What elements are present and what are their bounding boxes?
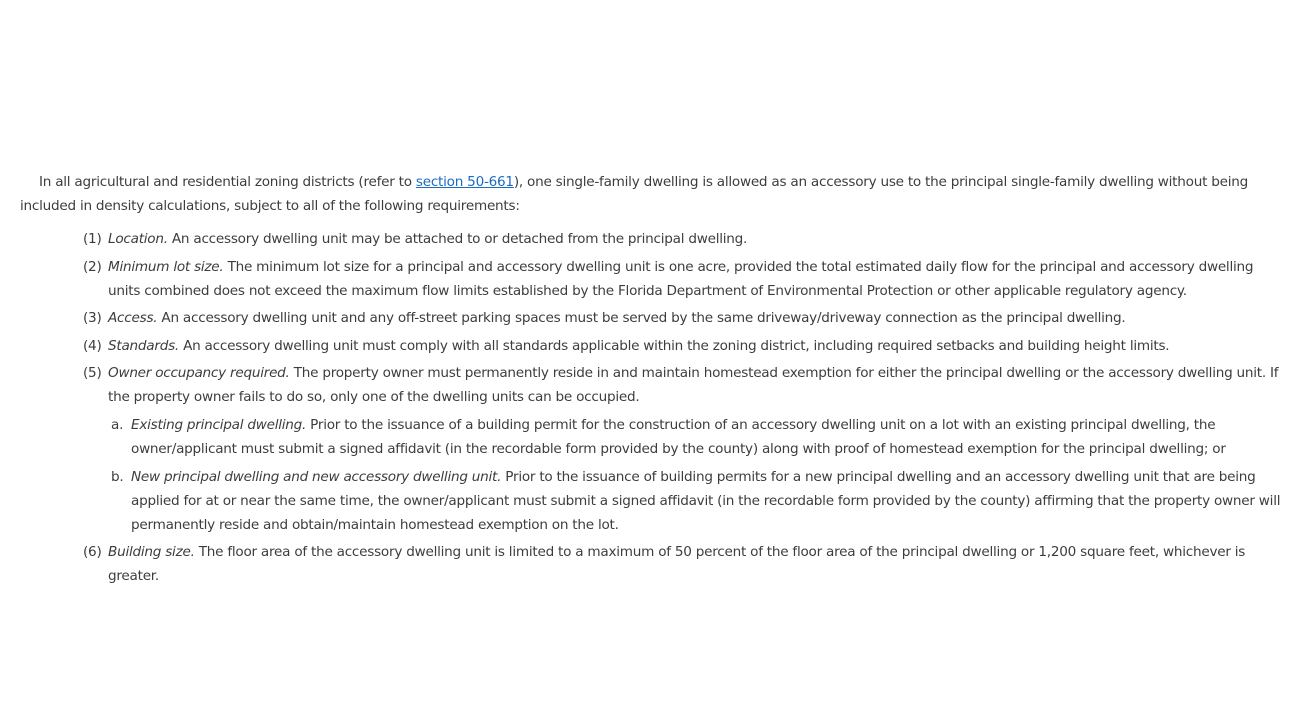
requirement-item-building-size — [20, 540, 1282, 588]
subitem-text: Prior to the issuance of building permits for a new principal dwelling and an accessory dwelling unit that are being applied for at or near the same time, the owner/applicant must submit a signed affidavit (in the recordable form provided by the county) affirming that the property owner will permanently reside and obtain/maintain homestead exemption on the lot. — [131, 468, 1281, 533]
item-text: An accessory dwelling unit and any off-street parking spaces must be served by the same driveway/driveway connection as the principal dwelling. — [157, 310, 1126, 327]
requirement-item-standards — [20, 334, 1282, 358]
intro-text-before-link: In all agricultural and residential zoning districts (refer to — [39, 174, 416, 190]
item-text: The minimum lot size for a principal and accessory dwelling unit is one acre, provided the total estimated daily flow for the principal and accessory dwelling units combined does not exceed the maximum flow limits established by the Florida Department of Environmental Protection or other applicable regulatory agency. — [108, 258, 1254, 299]
subitem-letter: b. — [111, 468, 124, 485]
item-number: (5) — [83, 365, 102, 382]
item-term: Location. — [108, 231, 168, 247]
document-body — [20, 170, 1282, 592]
item-number: (6) — [83, 544, 102, 561]
requirements-list — [20, 227, 1282, 588]
intro-paragraph — [20, 170, 1282, 218]
requirement-item-location — [20, 227, 1282, 251]
item-number: (2) — [83, 258, 102, 275]
item-text: The floor area of the accessory dwelling unit is limited to a maximum of 50 percent of the floor area of the principal dwelling or 1,200 square feet, whichever is greater. — [108, 544, 1246, 585]
requirement-item-owner-occupancy — [20, 361, 1282, 409]
item-number: (4) — [83, 337, 102, 354]
subitem-term: Existing principal dwelling. — [131, 416, 307, 433]
subitem-text: Prior to the issuance of a building permit for the construction of an accessory dwelling unit on a lot with an existing principal dwelling, the owner/applicant must submit a signed affidavit (in the recordable form provided by the county) along with proof of homestead exemption for the principal dwelling; or — [131, 416, 1226, 457]
subitem-letter: a. — [111, 416, 124, 433]
item-term: Owner occupancy required. — [108, 365, 290, 382]
section-link[interactable]: section 50-661 — [415, 174, 514, 190]
subitem-term: New principal dwelling and new accessory dwelling unit. — [131, 468, 502, 485]
item-term: Building size. — [108, 544, 195, 561]
item-text: An accessory dwelling unit may be attached to or detached from the principal dwelling. — [167, 231, 748, 247]
item-text: The property owner must permanently reside in and maintain homestead exemption for either the principal dwelling or the accessory dwelling unit. If the property owner fails to do so, only one of the dwelling units can be occupied. — [108, 365, 1279, 406]
item-number: (3) — [83, 310, 102, 327]
item-number: (1) — [83, 231, 102, 247]
subitem-new-principal-dwelling — [20, 465, 1282, 537]
requirement-item-access — [20, 306, 1282, 330]
item-term: Standards. — [108, 337, 179, 354]
item-term: Minimum lot size. — [108, 258, 224, 275]
requirement-item-minimum-lot-size — [20, 255, 1282, 303]
subitem-existing-principal-dwelling — [20, 413, 1282, 461]
item-text: An accessory dwelling unit must comply with all standards applicable within the zoning district, including required setbacks and building height limits. — [179, 337, 1170, 354]
intro-text-after-link: ), one single-family dwelling is allowed as an accessory use to the principal single-family dwelling without being included in density calculations, subject to all of the following requirements: — [20, 174, 1248, 214]
item-term: Access. — [108, 310, 158, 327]
